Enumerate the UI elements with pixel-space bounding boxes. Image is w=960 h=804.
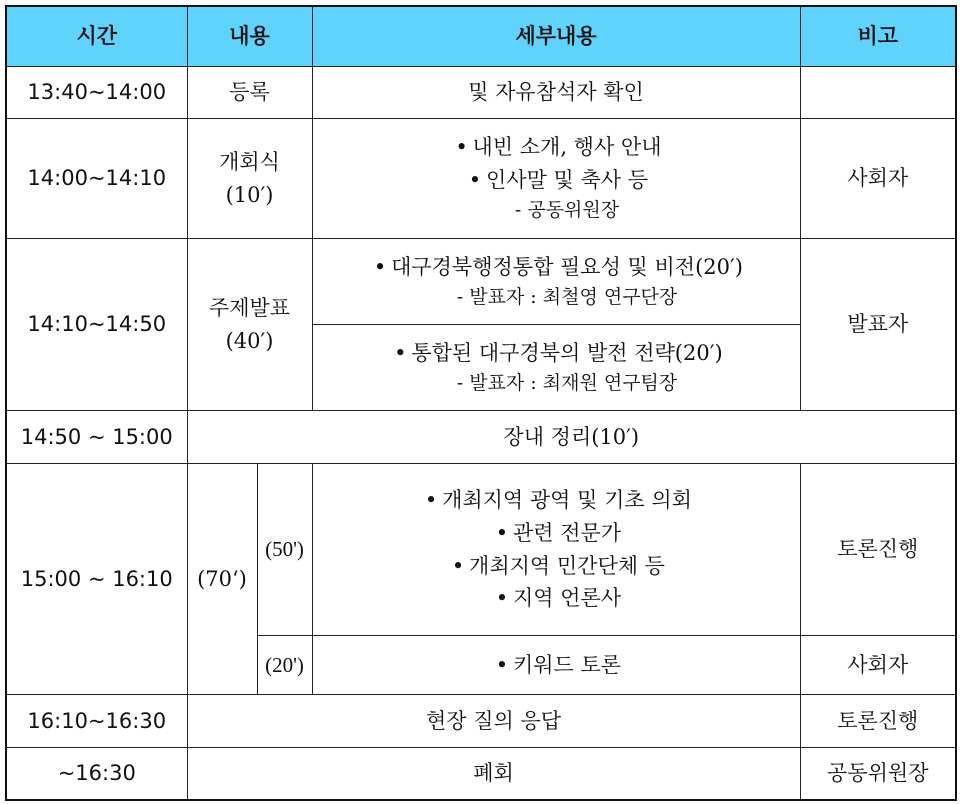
remark-cell: 토론진행 (800, 695, 956, 748)
table-row (6, 695, 956, 748)
list-subitem: - 발표자 : 최철영 연구단장 (456, 286, 678, 309)
remark-cell: 공동위원장 (800, 748, 956, 800)
list-subitem: - 공동위원장 (514, 199, 620, 222)
time-cell: 14:00~14:10 (6, 119, 187, 239)
header-detail: 세부내용 (312, 6, 800, 67)
part-duration-cell: (50') (257, 464, 312, 636)
time-cell: 13:40~14:00 (6, 67, 187, 119)
detail-cell: 장내 정리(10′) (187, 411, 956, 464)
content-cell (187, 119, 312, 239)
time-cell: 16:10~16:30 (6, 695, 187, 748)
remark-cell: 사회자 (800, 119, 956, 239)
list-item: • 개최지역 민간단체 등 (313, 550, 800, 583)
detail-cell (312, 239, 800, 325)
part-duration-cell: (20') (257, 636, 312, 695)
header-row (6, 6, 956, 67)
content-cell: 등록 (187, 67, 312, 119)
remark-cell: 사회자 (800, 636, 956, 695)
table-row (6, 411, 956, 464)
list-item: • 통합된 대구경북의 발전 전략(20′) (313, 337, 800, 370)
schedule-table (5, 5, 957, 801)
table-row (6, 67, 956, 119)
detail-cell (312, 636, 800, 695)
list-subitem: - 발표자 : 최재원 연구팀장 (456, 372, 678, 395)
remark-cell: 발표자 (800, 239, 956, 411)
detail-cell (312, 464, 800, 636)
time-cell: 14:50 ~ 15:00 (6, 411, 187, 464)
time-cell: ~16:30 (6, 748, 187, 800)
remark-cell: 토론진행 (800, 464, 956, 636)
list-item: • 내빈 소개, 행사 안내 (313, 131, 800, 164)
detail-cell (312, 119, 800, 239)
header-remark: 비고 (800, 6, 956, 67)
content-label: 개회식 (219, 149, 280, 174)
header-time: 시간 (6, 6, 187, 67)
list-item: • 관련 전문가 (313, 517, 800, 550)
remark-cell (800, 67, 956, 119)
table-row (6, 119, 956, 239)
header-content: 내용 (187, 6, 312, 67)
table-row (6, 748, 956, 800)
content-label: 주제발표 (208, 295, 291, 320)
time-cell: 15:00 ~ 16:10 (6, 464, 187, 695)
list-item: • 개최지역 광역 및 기초 의회 (313, 484, 800, 517)
table-row (6, 239, 956, 325)
duration-label: (10′) (225, 182, 274, 207)
content-cell (187, 239, 312, 411)
duration-label: (40′) (225, 328, 274, 353)
list-item: • 지역 언론사 (313, 582, 800, 615)
time-cell: 14:10~14:50 (6, 239, 187, 411)
duration-cell: (70‘) (187, 464, 257, 695)
detail-cell (312, 325, 800, 411)
detail-cell: 및 자유참석자 확인 (312, 67, 800, 119)
list-item: • 키워드 토론 (313, 649, 800, 682)
detail-cell: 현장 질의 응답 (187, 695, 800, 748)
detail-cell: 폐회 (187, 748, 800, 800)
list-item: • 대구경북행정통합 필요성 및 비전(20′) (313, 251, 800, 284)
list-item: • 인사말 및 축사 등 (313, 164, 800, 197)
table-row (6, 464, 956, 636)
